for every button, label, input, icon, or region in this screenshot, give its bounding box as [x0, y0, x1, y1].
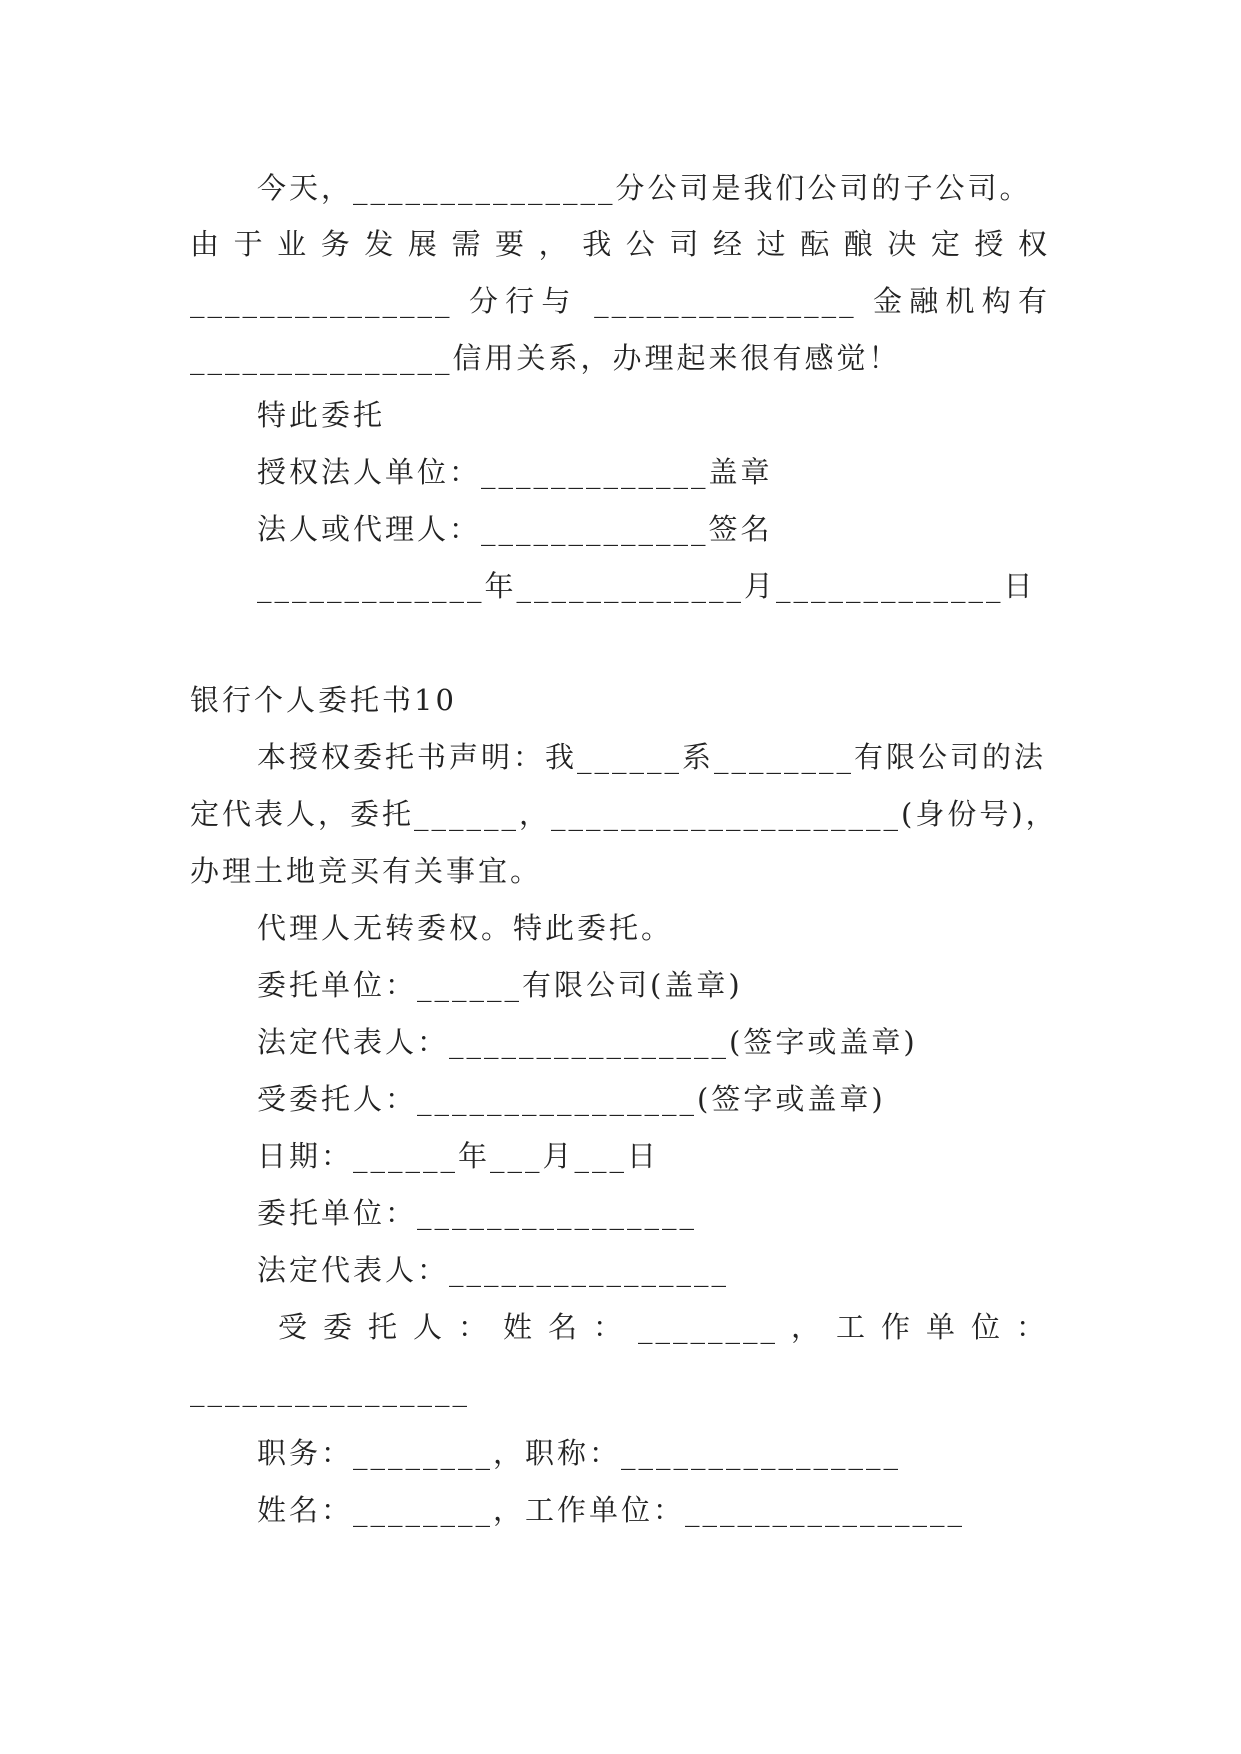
- form-line-trustee: 受委托人：________________(签字或盖章): [257, 1082, 886, 1116]
- form-line-authorized-unit: 授权法人单位：_____________盖章: [257, 455, 773, 489]
- form-line-position: 职务：________，职称：________________: [257, 1436, 902, 1470]
- paragraph-line: 代理人无转委权。特此委托。: [257, 911, 674, 945]
- form-line-blank: ________________: [190, 1373, 470, 1407]
- paragraph-line: _______________ 分行与 _______________ 金融机构有: [190, 284, 1050, 318]
- form-line-legal-representative: 法定代表人：________________: [257, 1253, 730, 1287]
- paragraph-line: 由于业务发展需要，我公司经过酝酿决定授权: [190, 227, 1050, 261]
- form-line-trustee-name: 受委托人：姓名：________，工作单位：: [278, 1310, 1048, 1344]
- form-line-name-workplace: 姓名：________，工作单位：________________: [257, 1493, 966, 1527]
- form-line-date: _____________年_____________月_____________日: [257, 569, 1036, 603]
- form-line-legal-representative: 法定代表人：________________(签字或盖章): [257, 1025, 918, 1059]
- form-line-entrusting-unit: 委托单位：______有限公司(盖章): [257, 968, 743, 1002]
- form-line-date: 日期：______年___月___日: [257, 1139, 660, 1173]
- paragraph-line: 办理土地竞买有关事宜。: [190, 854, 543, 888]
- paragraph-line: 定代表人，委托______，____________________(身份号)，: [190, 797, 1058, 831]
- form-line-legal-person: 法人或代理人：_____________签名: [257, 512, 773, 546]
- section-title: 银行个人委托书10: [190, 683, 457, 717]
- paragraph-line: 今天，_______________分公司是我们公司的子公司。: [257, 171, 1032, 205]
- paragraph-line: 本授权委托书声明：我______系________有限公司的法: [257, 740, 1047, 774]
- paragraph-line: _______________信用关系，办理起来很有感觉！: [190, 341, 901, 375]
- paragraph-line: 特此委托: [257, 398, 386, 432]
- form-line-entrusting-unit: 委托单位：________________: [257, 1196, 698, 1230]
